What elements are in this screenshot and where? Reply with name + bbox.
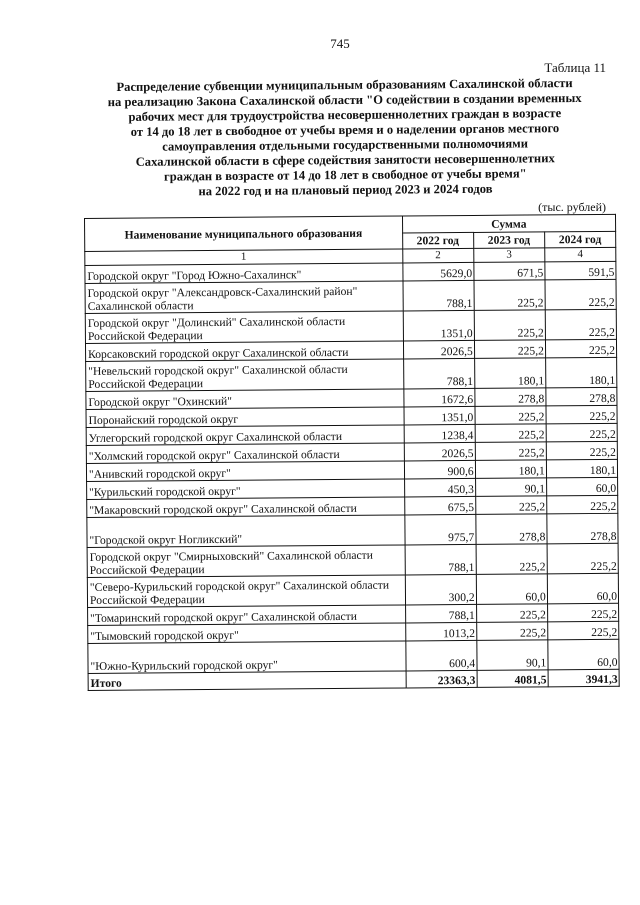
value-2023: 225,2 <box>475 442 546 461</box>
subsidy-table <box>84 214 620 691</box>
value-2024: 60,0 <box>548 639 619 670</box>
value-2022: 1672,6 <box>403 388 474 407</box>
value-2024: 225,2 <box>545 279 616 310</box>
value-2023: 225,2 <box>476 622 547 641</box>
value-2024: 225,2 <box>546 441 617 460</box>
value-2023: 225,2 <box>475 424 546 443</box>
municipality-name: Городской округ "Охинский" <box>86 389 404 409</box>
value-2022: 300,2 <box>405 574 476 605</box>
municipality-name: "Макаровский городской округ" Сахалинской области <box>87 497 405 517</box>
table-row <box>87 573 618 607</box>
municipality-name: Городской округ "Город Южно-Сахалинск" <box>85 263 403 283</box>
value-2023: 90,1 <box>477 640 548 671</box>
value-2023: 60,0 <box>476 574 547 605</box>
value-2023: 90,1 <box>475 478 546 497</box>
value-2022: 1351,0 <box>404 406 475 425</box>
title-line: рабочих мест для трудоустройства несовершеннолетних граждан в возрасте <box>128 106 562 124</box>
municipality-name: "Курильский городской округ" <box>87 479 405 499</box>
column-number: 4 <box>545 247 616 262</box>
header-year-2022: 2022 год <box>402 232 473 249</box>
table-row <box>85 279 616 313</box>
value-2024: 225,2 <box>546 423 617 442</box>
title-line: Распределение субвенции муниципальным образованиям Сахалинской области <box>116 76 573 94</box>
value-2024: 180,1 <box>545 357 616 388</box>
value-2023: 225,2 <box>474 280 545 311</box>
value-2024: 225,2 <box>545 309 616 340</box>
column-number: 3 <box>473 248 544 263</box>
table-row <box>86 357 617 391</box>
value-2024: 180,1 <box>546 459 617 478</box>
value-2024: 225,2 <box>546 405 617 424</box>
value-2023: 671,5 <box>474 262 545 281</box>
value-2022: 788,1 <box>405 604 476 623</box>
value-2023: 225,2 <box>476 544 547 575</box>
value-2024: 225,2 <box>548 621 619 640</box>
value-2022: 450,3 <box>404 478 475 497</box>
value-2022: 1238,4 <box>404 424 475 443</box>
value-2023: 225,2 <box>475 496 546 515</box>
municipality-name: Углегорский городской округ Сахалинской области <box>86 425 404 445</box>
title-line: от 14 до 18 лет в свободное от учебы время и о наделении органов местного <box>130 121 560 139</box>
value-2023: 180,1 <box>475 460 546 479</box>
header-sum: Сумма <box>402 214 616 233</box>
subsidy-table-wrapper <box>84 214 620 691</box>
total-2023: 4081,5 <box>477 670 548 688</box>
total-2024: 3941,3 <box>548 669 619 687</box>
value-2022: 5629,0 <box>402 262 473 281</box>
municipality-name: "Анивский городской округ" <box>86 461 404 481</box>
header-year-2024: 2024 год <box>544 231 615 248</box>
value-2023: 225,2 <box>475 406 546 425</box>
table-row <box>87 543 618 577</box>
total-row <box>88 669 619 690</box>
title-line: Сахалинской области в сфере содействия занятости несовершеннолетних <box>135 151 555 169</box>
municipality-name: "Тымовский городской округ" <box>88 623 406 643</box>
municipality-name: Городской округ "Александровск-Сахалинский район" Сахалинской области <box>85 281 403 313</box>
value-2024: 225,2 <box>547 543 618 574</box>
value-2024: 278,8 <box>547 513 618 544</box>
municipality-name: Корсаковский городской округ Сахалинской области <box>85 341 403 361</box>
value-2024: 60,0 <box>546 477 617 496</box>
value-2023: 278,8 <box>476 514 547 545</box>
value-2024: 225,2 <box>545 339 616 358</box>
column-number: 2 <box>402 248 473 263</box>
municipality-name: Городской округ "Долинский" Сахалинской области Российской Федерации <box>85 311 403 343</box>
title-line: граждан в возрасте от 14 до 18 лет в свободное от учебы время" <box>163 166 527 184</box>
total-label: Итого <box>88 671 406 690</box>
total-2022: 23363,3 <box>406 670 477 688</box>
title-line: на 2022 год и на плановый период 2023 и 2024 годов <box>198 181 493 199</box>
value-2022: 788,1 <box>403 358 474 389</box>
table-label: Таблица 11 <box>544 60 606 75</box>
value-2022: 788,1 <box>405 544 476 575</box>
table-row <box>88 639 619 673</box>
title-line: самоуправления отдельными государственными полномочиями <box>162 136 528 154</box>
municipality-name: "Невельский городской округ" Сахалинской области Российской Федерации <box>86 359 404 391</box>
municipality-name: "Городской округ Ногликский" <box>87 515 405 547</box>
value-2023: 225,2 <box>474 310 545 341</box>
value-2022: 1013,2 <box>405 622 476 641</box>
value-2022: 2026,5 <box>404 442 475 461</box>
page-number: 745 <box>330 36 350 51</box>
value-2024: 60,0 <box>547 573 618 604</box>
document-title <box>94 76 595 200</box>
table-row <box>87 513 618 547</box>
value-2022: 788,1 <box>403 280 474 311</box>
municipality-name: "Южно-Курильский городской округ" <box>88 641 406 673</box>
municipality-name: Поронайский городской округ <box>86 407 404 427</box>
value-2023: 180,1 <box>474 358 545 389</box>
column-number: 1 <box>85 249 403 265</box>
value-2024: 225,2 <box>547 495 618 514</box>
municipality-name: "Томаринский городской округ" Сахалинской области <box>88 605 406 625</box>
header-year-2023: 2023 год <box>473 232 544 249</box>
header-municipality: Наименование муниципального образования <box>85 216 403 251</box>
value-2022: 900,6 <box>404 460 475 479</box>
value-2022: 2026,5 <box>403 340 474 359</box>
value-2022: 675,5 <box>404 496 475 515</box>
value-2022: 975,7 <box>404 514 475 545</box>
municipality-name: "Северо-Курильский городской округ" Сахалинской области Российской Федерации <box>87 575 405 607</box>
value-2023: 225,2 <box>476 604 547 623</box>
value-2023: 225,2 <box>474 340 545 359</box>
value-2022: 600,4 <box>405 640 476 671</box>
title-line: на реализацию Закона Сахалинской области "О содействии в создании временных <box>107 90 582 110</box>
value-2024: 591,5 <box>545 261 616 280</box>
municipality-name: Городской округ "Смирныховский" Сахалинской области Российской Федерации <box>87 545 405 577</box>
value-2023: 278,8 <box>475 388 546 407</box>
municipality-name: "Холмский городской округ" Сахалинской области <box>86 443 404 463</box>
value-2024: 225,2 <box>547 603 618 622</box>
value-2022: 1351,0 <box>403 310 474 341</box>
units-label: (тыс. рублей) <box>538 200 606 214</box>
table-row <box>85 309 616 343</box>
value-2024: 278,8 <box>546 387 617 406</box>
